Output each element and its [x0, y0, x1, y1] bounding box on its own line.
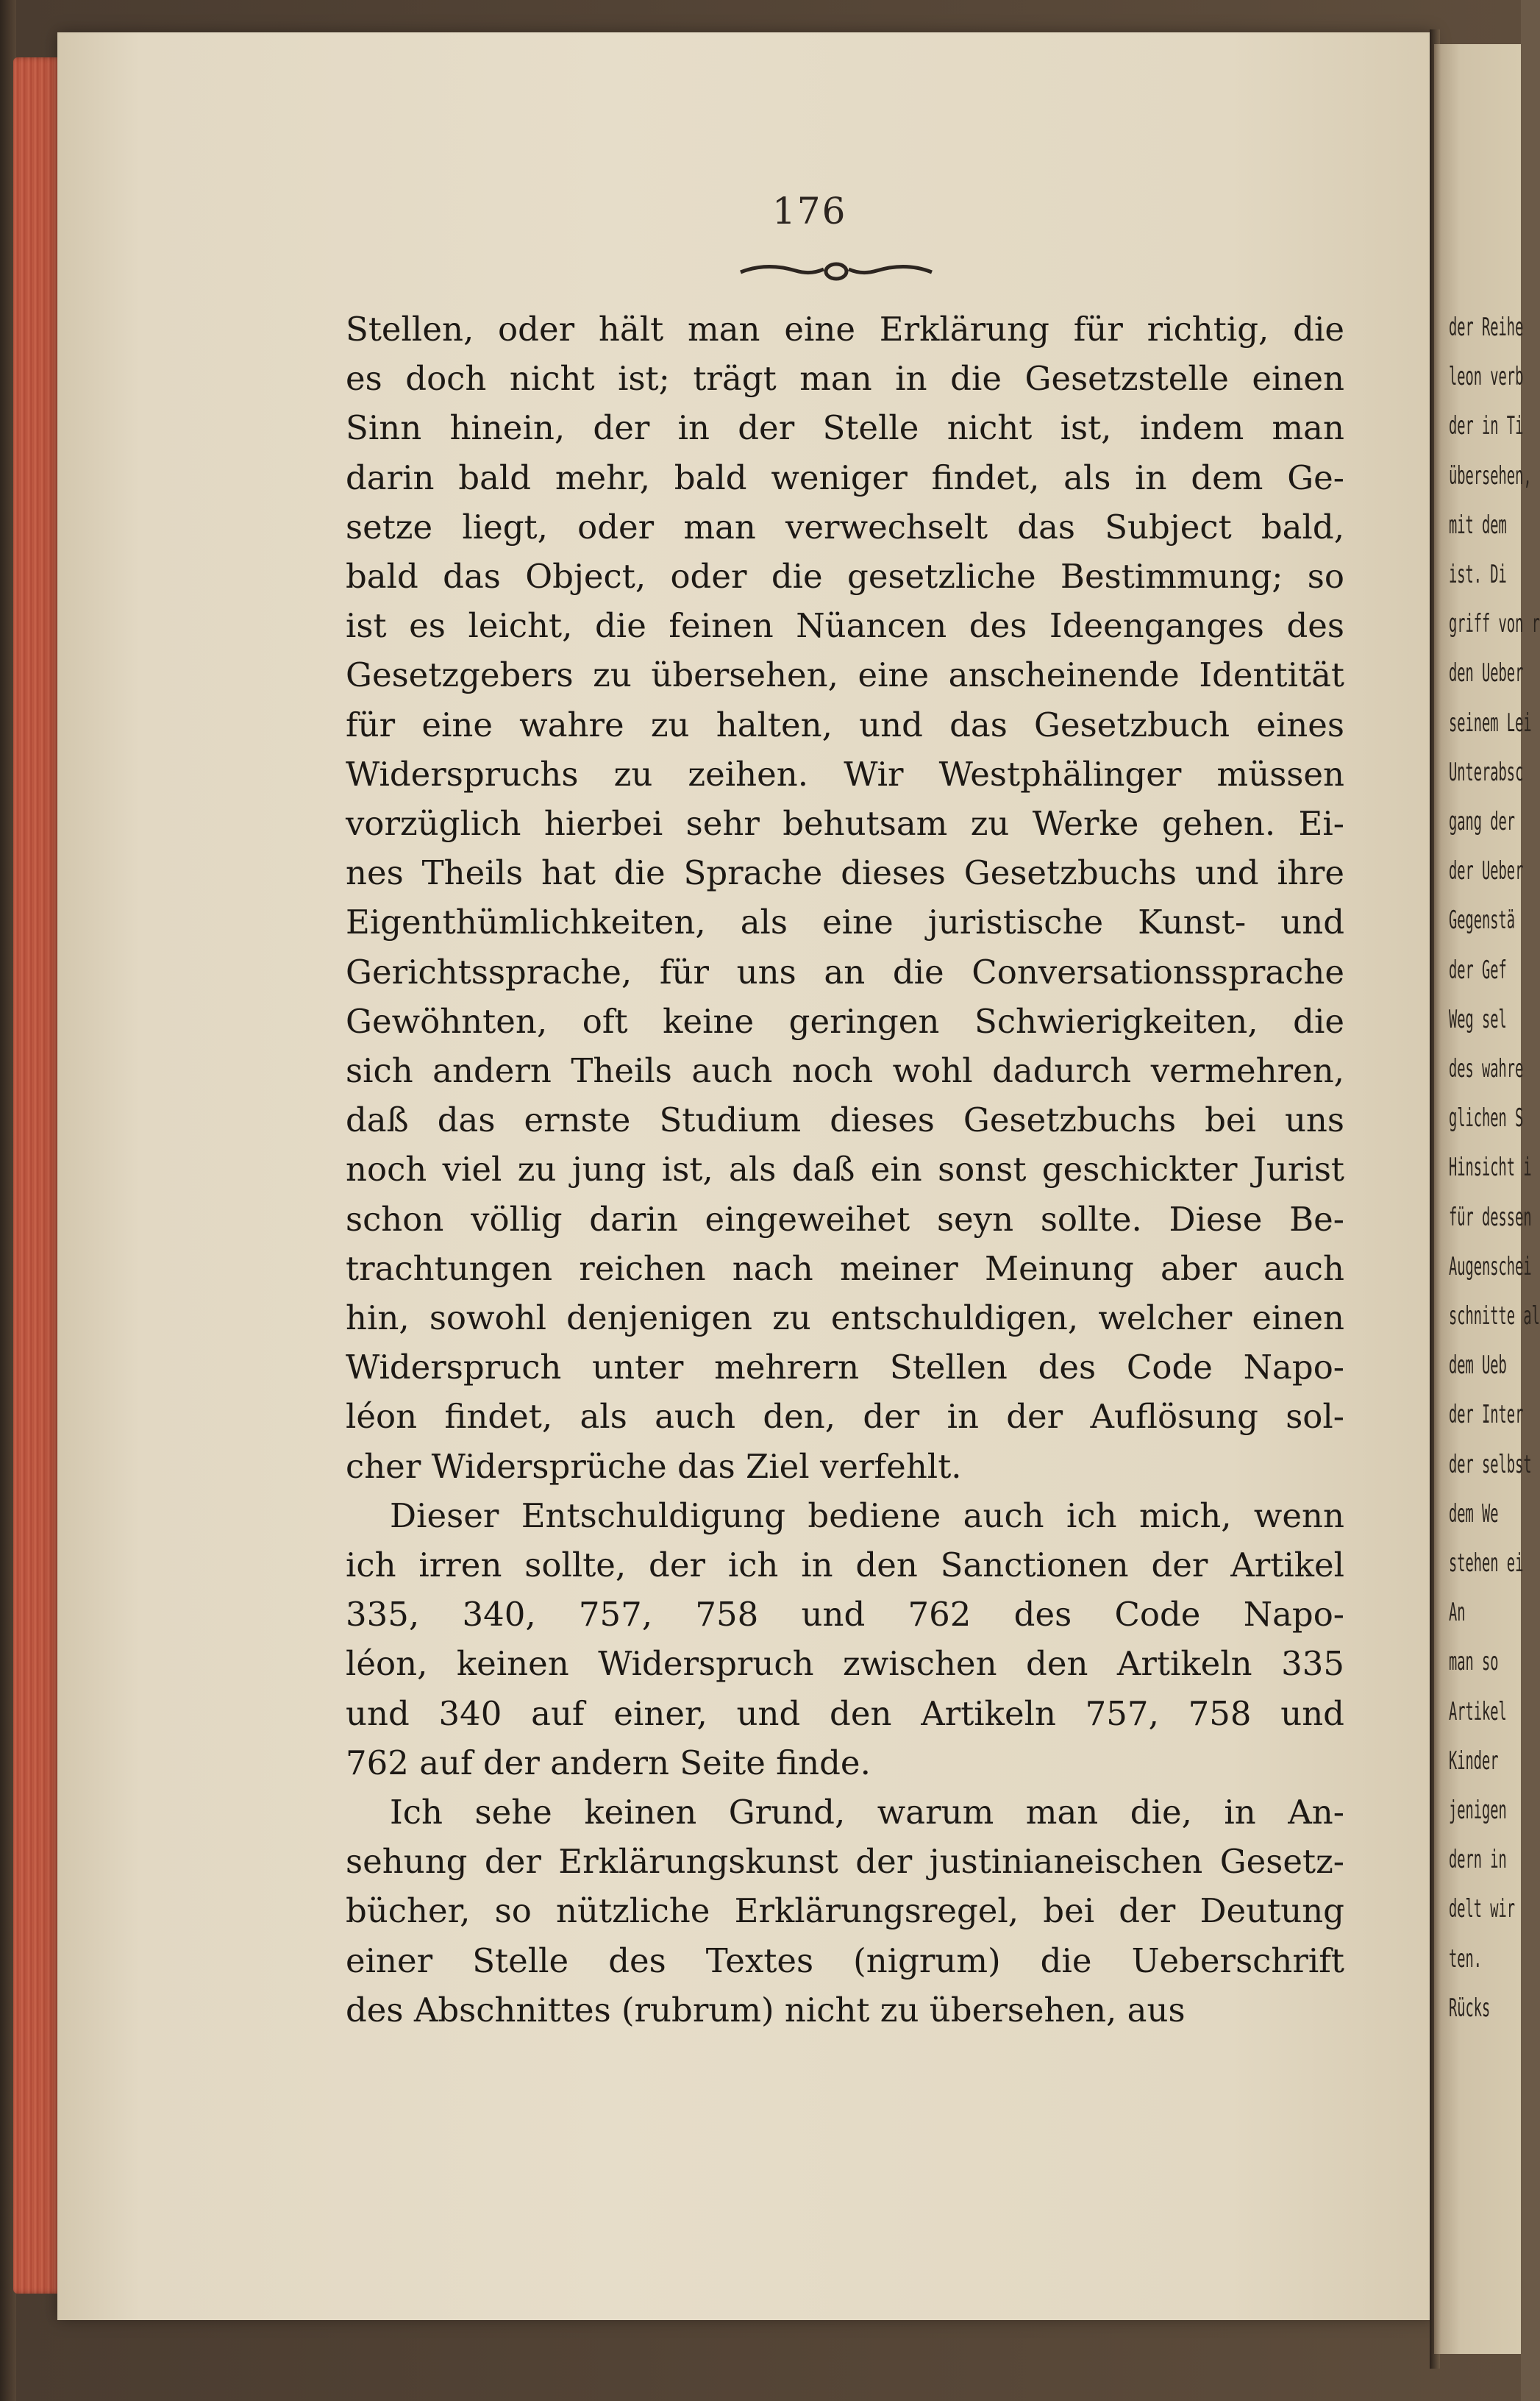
facing-text-fragment: Hinsicht i — [1449, 1153, 1532, 1183]
text-line: schon völlig darin eingeweihet seyn sollte. Diese Be- — [346, 1199, 1344, 1239]
text-line: sehung der Erklärungskunst der justinianeischen Gesetz- — [346, 1842, 1344, 1882]
facing-text-fragment: schnitte al — [1449, 1301, 1540, 1331]
text-line: daß das ernste Studium dieses Gesetzbuchs bei uns — [346, 1100, 1344, 1140]
text-line: Gerichtssprache, für uns an die Conversationssprache — [346, 952, 1344, 992]
facing-text-fragment: der Ueber — [1449, 856, 1524, 886]
facing-text-fragment: glichen S — [1449, 1103, 1524, 1134]
facing-text-fragment: An — [1449, 1598, 1466, 1628]
text-line: sich andern Theils auch noch wohl dadurch vermehren, — [346, 1051, 1344, 1090]
text-line: ich irren sollte, der ich in den Sanctionen der Artikel — [346, 1545, 1344, 1584]
text-line: hin, sowohl denjenigen zu entschuldigen, welcher einen — [346, 1298, 1344, 1337]
facing-text-fragment: delt wir — [1449, 1894, 1516, 1924]
facing-text-fragment: leon verb — [1449, 362, 1524, 392]
text-line: noch viel zu jung ist, als daß ein sonst geschickter Jurist — [346, 1150, 1344, 1189]
ornament-divider — [737, 259, 935, 284]
text-line: cher Widersprüche das Ziel verfehlt. — [346, 1446, 962, 1486]
text-line: nes Theils hat die Sprache dieses Gesetzbuchs und ihre — [346, 853, 1344, 893]
text-line: 762 auf der andern Seite finde. — [346, 1743, 871, 1782]
text-line: bücher, so nützliche Erklärungsregel, bei der Deutung — [346, 1891, 1344, 1931]
text-line: Gewöhnten, oft keine geringen Schwierigkeiten, die — [346, 1001, 1344, 1041]
text-line: ist es leicht, die feinen Nüancen des Ideenganges des — [346, 606, 1344, 646]
facing-text-fragment: griff von r — [1449, 609, 1540, 639]
facing-text-fragment: der Reihe — [1449, 313, 1524, 342]
text-line: für eine wahre zu halten, und das Gesetzbuch eines — [346, 705, 1344, 744]
facing-text-fragment: seinem Lei — [1449, 708, 1532, 738]
facing-text-fragment: Gegenstä — [1449, 906, 1516, 936]
text-line: Ich sehe keinen Grund, warum man die, in An- — [390, 1793, 1344, 1832]
red-page-edges — [13, 57, 62, 2294]
facing-text-fragment: für dessen — [1449, 1202, 1532, 1232]
facing-text-fragment: gang der — [1449, 807, 1516, 836]
text-line: und 340 auf einer, und den Artikeln 757, 758 und — [346, 1693, 1344, 1733]
facing-text-fragment: der selbst — [1449, 1449, 1532, 1479]
text-line: Widerspruchs zu zeihen. Wir Westphälinger müssen — [346, 754, 1344, 794]
facing-text-fragment: Artikel — [1449, 1696, 1507, 1726]
facing-text-fragment: Augenschei — [1449, 1251, 1532, 1281]
text-line: einer Stelle des Textes (nigrum) die Ueberschrift — [346, 1941, 1344, 1980]
facing-text-fragment: übersehen, — [1449, 460, 1532, 491]
text-line: des Abschnittes (rubrum) nicht zu übersehen, aus — [346, 1990, 1186, 2030]
facing-text-fragment: Unterabsc — [1449, 757, 1524, 787]
facing-text-fragment: mit dem — [1449, 510, 1507, 540]
text-line: darin bald mehr, bald weniger findet, als in dem Ge- — [346, 458, 1344, 497]
facing-text-fragment: der in Ti — [1449, 411, 1524, 441]
text-line: Stellen, oder hält man eine Erklärung für richtig, die — [346, 310, 1344, 349]
facing-text-fragment: jenigen — [1449, 1796, 1507, 1825]
facing-text-fragment: dern in — [1449, 1845, 1507, 1875]
facing-text-fragment: der Inter — [1449, 1400, 1524, 1430]
text-line: léon, keinen Widerspruch zwischen den Artikeln 335 — [346, 1644, 1344, 1684]
facing-text-fragment: dem Ueb — [1449, 1351, 1507, 1381]
facing-page — [1434, 44, 1540, 2354]
facing-text-fragment: Weg sel — [1449, 1004, 1507, 1034]
text-line: es doch nicht ist; trägt man in die Gesetzstelle einen — [346, 359, 1344, 399]
text-line: Gesetzgebers zu übersehen, eine anscheinende Identität — [346, 655, 1344, 695]
text-line: Sinn hinein, der in der Stelle nicht ist, indem man — [346, 408, 1344, 448]
facing-text-fragment: Kinder — [1449, 1746, 1499, 1776]
facing-text-fragment: Rücks — [1449, 1993, 1491, 2023]
text-line: setze liegt, oder man verwechselt das Subject bald, — [346, 507, 1344, 547]
facing-text-fragment: ist. Di — [1449, 560, 1507, 589]
text-line: léon findet, als auch den, der in der Auflösung sol- — [346, 1397, 1344, 1437]
text-line: Dieser Entschuldigung bediene auch ich mich, wenn — [390, 1495, 1344, 1535]
page-number: 176 — [772, 190, 847, 232]
facing-text-fragment: den Ueber — [1449, 658, 1524, 689]
facing-text-fragment: stehen ei — [1449, 1548, 1524, 1578]
text-line: Widerspruch unter mehrern Stellen des Code Napo- — [346, 1348, 1344, 1387]
text-line: Eigenthümlichkeiten, als eine juristische Kunst- und — [346, 903, 1344, 942]
facing-text-fragment: ten. — [1449, 1943, 1483, 1974]
facing-text-fragment: man so — [1449, 1647, 1499, 1677]
text-line: trachtungen reichen nach meiner Meinung aber auch — [346, 1248, 1344, 1288]
text-line: vorzüglich hierbei sehr behutsam zu Werke gehen. Ei- — [346, 804, 1344, 843]
text-line: 335, 340, 757, 758 und 762 des Code Napo- — [346, 1595, 1344, 1635]
facing-text-fragment: der Gef — [1449, 955, 1507, 985]
facing-text-fragment: dem We — [1449, 1498, 1499, 1529]
text-line: bald das Object, oder die gesetzliche Bestimmung; so — [346, 557, 1344, 596]
facing-text-fragment: des wahre — [1449, 1054, 1524, 1084]
